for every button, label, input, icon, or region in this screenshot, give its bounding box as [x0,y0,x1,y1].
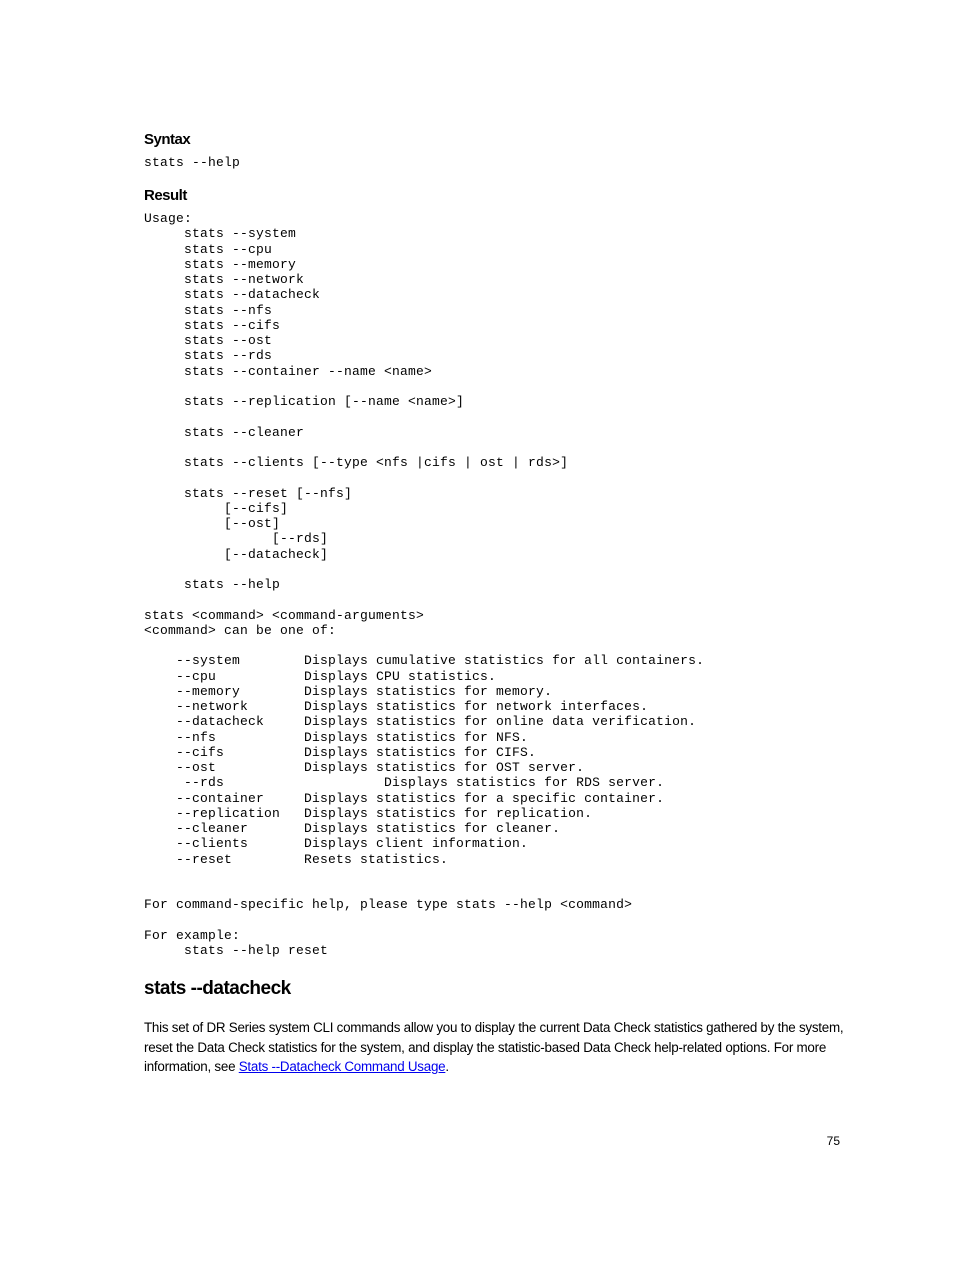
paragraph-text: This set of DR Series system CLI commands allow you to display the current Data Check statistics gathered by the system, reset the Data Check statistics for the system, and display the statistic-based Data Check help-related options. For more information, see [144,1020,844,1075]
datacheck-usage-link[interactable]: Stats --Datacheck Command Usage [238,1059,446,1075]
result-heading: Result [144,187,187,204]
section-heading: stats --datacheck [144,978,291,999]
page-number: 75 [826,1134,840,1148]
result-output: Usage: stats --system stats --cpu stats --memory stats --network stats --datacheck stats --nfs stats --cifs stats --ost stats --rds stats --container --name <name> stats --replication [--name <name>] stats --cleaner stats --clients [--type <nfs |cifs | ost | rds>] stats --reset [--nfs] [--cifs] [--ost] [--rds] [--datacheck] stats --help stats <command> <command-arguments> <command> can be one of: --system Displays cumulative statistics for all containers. --cpu Displays CPU statistics. --memory Displays statistics for memory. --network Displays statistics for network interfaces. --datacheck Displays statistics for online data verification. --nfs Displays statistics for NFS. --cifs Displays statistics for CIFS. --ost Displays statistics for OST server. --rds Displays statistics for RDS server. --container Displays statistics for a specific container. --replication Displays statistics for replication. --cleaner Displays statistics for cleaner. --clients Displays client information. --reset Resets statistics. For command-specific help, please type stats --help <command> For example: stats --help reset [144,211,705,958]
syntax-heading: Syntax [144,131,191,148]
section-paragraph [144,1018,844,1077]
syntax-command: stats --help [144,155,241,170]
paragraph-end: . [445,1059,449,1075]
